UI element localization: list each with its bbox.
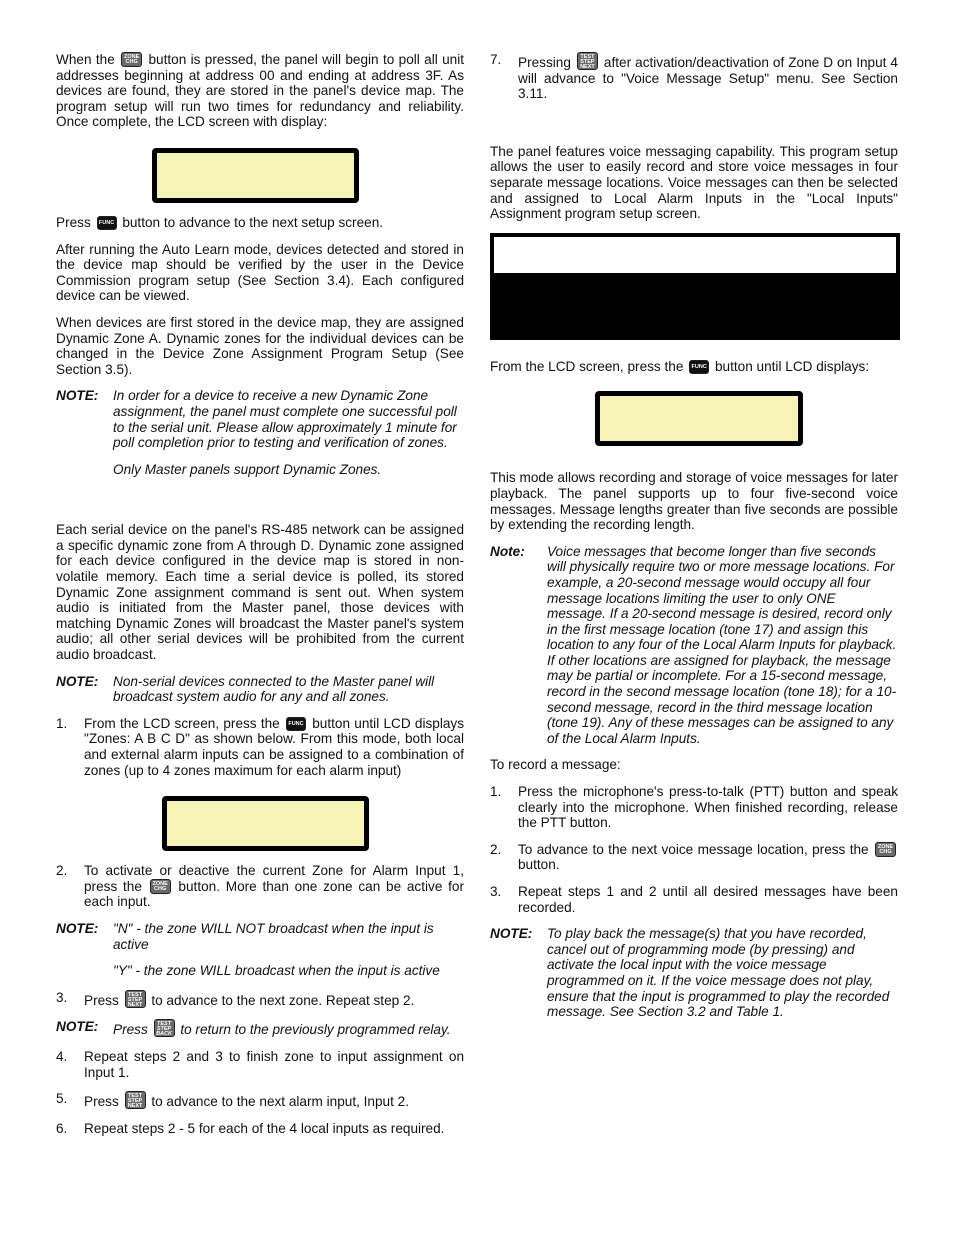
note-dynamic-zone: NOTE: In order for a device to receive a new Dynamic Zone assignment, the panel must complete one successful poll to the serial unit. Please allow approximately 1 minute for poll completion prior to testing and verification of zones. Only Master panels support Dynamic Zones. (56, 388, 457, 477)
next-button-icon: TEST STEP NEXT (577, 52, 598, 70)
press-func-paragraph: From the LCD screen, press the FUNC button until LCD displays: (490, 358, 870, 374)
step-6: 6. Repeat steps 2 - 5 for each of the 4 local inputs as required. (56, 1120, 445, 1136)
record-step-3: 3. Repeat steps 1 and 2 until all desired messages have been recorded. (490, 884, 898, 915)
record-step-1: 1. Press the microphone's press-to-talk (PTT) button and speak clearly into the microphone. When finished recording, release the PTT button. (490, 784, 898, 831)
back-button-icon: TEST STEP BACK (154, 1019, 175, 1037)
step-5: 5. Press TEST STEP NEXT to advance to the next alarm input, Input 2. (56, 1091, 410, 1110)
func-button-icon: FUNC (286, 717, 306, 731)
note-zone-yn: NOTE: "N" - the zone WILL NOT broadcast when the input is active "Y" - the zone WILL broadcast when the input is active (56, 920, 440, 979)
record-step-2: 2. To advance to the next voice message location, press the ZONE CHG button. (490, 842, 898, 873)
left-column (56, 52, 464, 1147)
lcd-display (162, 796, 369, 851)
voice-messaging-paragraph: The panel features voice messaging capability. This program setup allows the user to easily record and store voice messages in four separate message locations. Voice messages can then be selected and assigned to Local Alarm Inputs in the "Local Inputs" Assignment program setup screen. (490, 143, 898, 222)
verify-paragraph: After running the Auto Learn mode, devices detected and stored in the device map should be verified by the user in the Device Commission program setup (See Section 3.4). Each configured device can be viewed. (56, 241, 464, 304)
next-button-icon: TEST STEP NEXT (125, 990, 146, 1008)
lcd-display (595, 391, 803, 446)
lcd-display (152, 148, 359, 203)
zone-chg-button-icon: ZONE CHG (875, 842, 896, 857)
record-intro: To record a message: (490, 757, 621, 773)
press-func-paragraph: Press FUNC button to advance to the next setup screen. (56, 214, 384, 230)
recording-mode-paragraph: This mode allows recording and storage of voice messages for later playback. The panel supports up to four five-second voice messages. Message lengths greater than five seconds are possible by extending the recording length. (490, 470, 898, 533)
zone-chg-button-icon: ZONE CHG (150, 879, 171, 894)
step-4: 4. Repeat steps 2 and 3 to finish zone to input assignment on Input 1. (56, 1048, 464, 1080)
step-1: 1. From the LCD screen, press the FUNC button until LCD displays "Zones: A B C D" as shown below. From this mode, both local and external alarm inputs can be assigned to a combination of zones (up to 4 zones maximum for each alarm input) (56, 715, 464, 778)
next-button-icon: TEST STEP NEXT (125, 1091, 146, 1109)
note-playback: NOTE: To play back the message(s) that you have recorded, cancel out of programming mode (by pressing) and activate the local input with the voice message programmed on it. If the voice message does not play, ensure that the input is programmed to play the recorded message. See Section 3.2 and Table 1. (490, 926, 890, 1020)
autolearn-paragraph: When the ZONE CHG button is pressed, the panel will begin to poll all unit addresses beginning at address 00 and ending at address 3F. As devices are found, they are stored in the panel's device map. The program setup will run two times for redundancy and reliability. Once complete, the LCD screen with display: (56, 52, 465, 130)
step-3: 3. Press TEST STEP NEXT to advance to the next zone. Repeat step 2. (56, 989, 415, 1008)
section-header-box (490, 233, 900, 340)
step-2: 2. To activate or deactive the current Zone for Alarm Input 1, press the ZONE CHG button. More than one zone can be active for each input. (56, 863, 465, 910)
note-non-serial: NOTE: Non-serial devices connected to the Master panel will broadcast system audio for any and all zones. (56, 673, 435, 705)
note-back: NOTE: Press TEST STEP BACK to return to the previously programmed relay. (56, 1019, 451, 1038)
func-button-icon: FUNC (689, 360, 709, 374)
note-message-length: Note: Voice messages that become longer than five seconds will physically require two or more message locations. For example, a 20-second message would occupy all four message locations limiting the user to only ONE message. If a 20-second message is desired, record only in the first message location (tone 17) and assign this location to any four of the Local Alarm Inputs for playback. If other locations are assigned for playback, the message may be partial or incomplete. For a 15-second message, record in the second message location (tone 18); for a 10-second message, record in the third message location (tone 19). Any of these messages can be assigned to any of the Local Alarm Inputs. (490, 543, 897, 746)
zone-chg-button-icon: ZONE CHG (121, 52, 142, 67)
step-7: 7. Pressing TEST STEP NEXT after activation/deactivation of Zone D on Input 4 will advance to "Voice Message Setup" menu. See Section 3.11. (490, 52, 898, 102)
serial-device-paragraph: Each serial device on the panel's RS-485 network can be assigned a specific dynamic zone from A through D. Dynamic zone assigned for each device configured in the device map is stored in non-volatile memory. Each time a serial device is polled, its stored Dynamic Zone assignment command is sent out. When system audio is initiated from the Master panel, those devices with matching Dynamic Zones will broadcast the Master panel's system audio; all other serial devices will be prohibited from the current audio broadcast. (56, 522, 464, 663)
dynamic-zone-paragraph: When devices are first stored in the device map, they are assigned Dynamic Zone A. Dynamic zones for the individual devices can be changed in the Device Zone Assignment Program Setup (See Section 3.5). (56, 314, 464, 377)
func-button-icon: FUNC (97, 216, 117, 230)
right-column (490, 52, 898, 1031)
